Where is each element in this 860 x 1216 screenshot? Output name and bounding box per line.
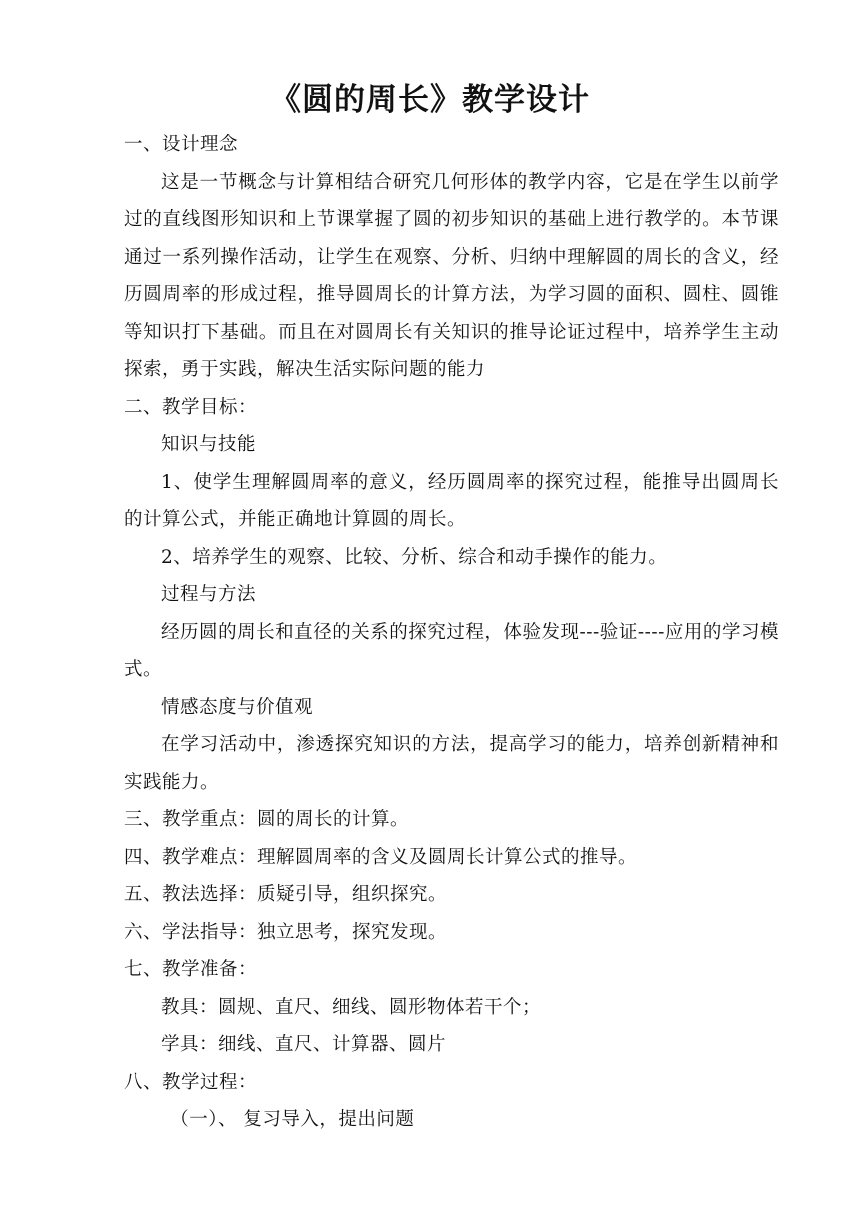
objective-item-1: 1、使学生理解圆周率的意义，经历圆周率的探究过程，能推导出圆周长的计算公式，并能正确地计算圆的周长。 <box>124 471 779 530</box>
section-1-heading: 一、设计理念 <box>124 134 239 155</box>
section-3-key-point: 三、教学重点：圆的周长的计算。 <box>124 809 410 830</box>
subheading-emotion-values: 情感态度与价值观 <box>161 696 314 718</box>
process-step-1: （一）、 复习导入，提出问题 <box>170 1109 415 1130</box>
section-4-difficulty: 四、教学难点：理解圆周率的含义及圆周长计算公式的推导。 <box>124 846 638 868</box>
document-body <box>124 126 779 1139</box>
objective-item-2: 2、培养学生的观察、比较、分析、综合和动手操作的能力。 <box>161 546 668 568</box>
subheading-knowledge-skills: 知识与技能 <box>161 434 257 455</box>
section-8-heading: 八、教学过程： <box>124 1071 258 1093</box>
section-2-heading: 二、教学目标： <box>124 396 258 418</box>
student-materials: 学具：细线、直尺、计算器、圆片 <box>161 1034 447 1055</box>
emotion-values-paragraph: 在学习活动中，渗透探究知识的方法，提高学习的能力，培养创新精神和实践能力。 <box>124 734 779 793</box>
section-1-paragraph: 这是一节概念与计算相结合研究几何形体的教学内容，它是在学生以前学过的直线图形知识和上节课掌握了圆的初步知识的基础上进行教学的。本节课通过一系列操作活动，让学生在观察、分析、归纳中理解圆的周长的含义，经历圆周率的形成过程，推导圆周长的计算方法，为学习圆的面积、圆柱、圆锥等知识打下基础。而且在对圆周长有关知识的推导论证过程中，培养学生主动探索，勇于实践，解决生活实际问题的能力 <box>124 171 779 380</box>
section-5-teaching-method: 五、教法选择：质疑引导，组织探究。 <box>124 884 448 905</box>
section-6-learning-method: 六、学法指导：独立思考，探究发现。 <box>124 921 448 943</box>
process-method-paragraph: 经历圆的周长和直径的关系的探究过程，体验发现---验证----应用的学习模式。 <box>124 621 779 680</box>
teacher-materials: 教具：圆规、直尺、细线、圆形物体若干个； <box>161 996 542 1018</box>
subheading-process-method: 过程与方法 <box>161 584 257 605</box>
section-7-heading: 七、教学准备： <box>124 959 258 980</box>
document-title: 《圆的周长》教学设计 <box>270 82 590 118</box>
